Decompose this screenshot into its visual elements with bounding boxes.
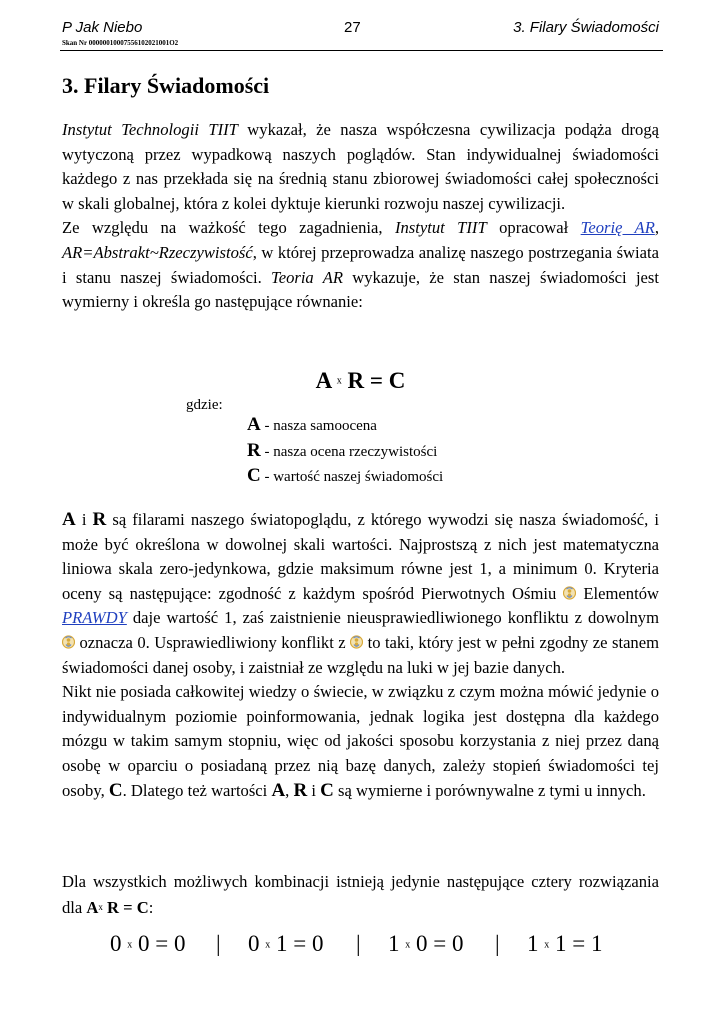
separator: | [216, 931, 221, 956]
definition-item [247, 464, 443, 490]
header-chapter: 3. Filary Świadomości [513, 19, 659, 36]
var-c: C [320, 779, 334, 801]
result-right: 1 = 0 [270, 931, 324, 956]
paragraph-intro [62, 118, 659, 216]
definition-item [247, 439, 443, 465]
header-page-number: 27 [344, 19, 361, 36]
multiply-sign: x [544, 939, 550, 951]
paragraph-solutions [62, 870, 659, 920]
result-right: 0 = 0 [410, 931, 464, 956]
paragraph-logic [62, 680, 659, 803]
paragraph-text: Nikt nie posiada całkowitej wiedzy o świecie, w związku z czym można mówić jedynie o indywidualnym poziomie poinformowania, jednak logika jest dostępna dla każdego mózgu w takim samym stopniu, więc od jakości sposobu korzystania z niej przez daną osobę w oparciu o posiadaną przez nią bazę danych, zależy stopień świadomości tej osoby, [62, 682, 659, 800]
formula-a: A [315, 368, 331, 393]
result-left: 0 [110, 931, 122, 956]
definition-desc: - nasza samoocena [260, 418, 377, 434]
result-item [110, 929, 185, 961]
eight-elements-icon [563, 585, 576, 601]
paragraph-text: Dla wszystkich możliwych kombinacji istnieją jedynie następujące cztery rozwiązania dla [62, 872, 659, 917]
ar-definition: AR=Abstrakt~Rzeczywistość [62, 242, 253, 262]
result-item [527, 929, 602, 961]
main-formula [0, 366, 721, 397]
paragraph-text: wykazał, że nasza współczesna cywilizacja podąża drogą wytyczoną przez wypadkową naszych poglądów. Stan indywidualnej świadomości każdego z nas przekłada się na średnią stanu zbiorowej świadomości całej społeczności w skali globalnej, która z kolei dyktuje kierunki rozwoju naszej cywilizacji. [62, 120, 659, 213]
multiply-sign: x [98, 901, 103, 912]
header-author: P Jak Niebo [62, 19, 143, 36]
paragraph-text: . Dlatego też wartości [122, 780, 272, 800]
paragraph-text: , [654, 218, 659, 238]
multiply-sign: x [265, 939, 271, 951]
definition-desc: - nasza ocena rzeczywistości [260, 443, 438, 460]
paragraph-text: Ze względu na ważkość tego zagadnienia, [62, 218, 395, 238]
definition-desc: - wartość naszej świadomości [260, 469, 444, 485]
result-item [388, 929, 463, 961]
paragraph-text: są filarami naszego światopoglądu, z którego wywodzi się nasza świadomość, i może być określona w dowolnej skali wartości. Najprostszą z nich jest matematyczna liniowa skala zero-jedynkowa, gdzie maksimum równe jest 1, a minimum 0. Kryteria oceny są następujące: zgodność z każdym spośród Pierwotnych Ośmiu [62, 510, 659, 603]
var-r: R [293, 779, 308, 801]
paragraph-text: oznacza 0. Usprawiedliwiony konflikt z [75, 632, 351, 652]
paragraph-text: , [285, 780, 294, 800]
var-r: R [92, 509, 107, 530]
scan-number: Skan Nr 00000010007556102021001O2 [62, 39, 179, 47]
paragraph-pillars [62, 508, 659, 680]
institute-name: Instytut TIIT [394, 218, 487, 238]
separator: | [356, 931, 361, 956]
paragraph-theory [62, 216, 659, 314]
body-block-3 [62, 870, 659, 920]
paragraph-text: i [75, 510, 93, 529]
body-block-2 [62, 508, 659, 803]
theory-ar-link[interactable]: Teorię AR [580, 218, 655, 238]
multiply-sign: x [405, 939, 411, 951]
paragraph-text: wykazuje, że stan naszej świadomości jest wymierny i określa go następujące równanie: [62, 267, 659, 312]
eight-elements-icon [350, 634, 363, 650]
paragraph-text: są wymierne i porównywalne z tymi u innych. [333, 780, 646, 800]
formula-rest: R = C [102, 897, 149, 917]
result-right: 1 = 1 [549, 931, 603, 956]
paragraph-text: opracował [486, 218, 581, 238]
paragraph-text: : [148, 897, 154, 917]
definition-var: R [247, 439, 261, 461]
prawdy-link[interactable]: PRAWDY [62, 608, 127, 628]
where-label: gdzie: [186, 397, 223, 413]
definition-item [247, 413, 443, 439]
result-item [248, 929, 323, 961]
var-c: C [108, 779, 123, 801]
result-left: 1 [527, 931, 539, 956]
result-left: 0 [248, 931, 260, 956]
body-block-1 [62, 118, 659, 315]
theory-name: Teoria AR [271, 267, 343, 287]
institute-name: Instytut Technologii TIIT [62, 120, 238, 139]
paragraph-text: i [307, 780, 321, 800]
paragraph-text: , w której przeprowadza analizę naszego postrzegania świata i stanu naszej świadomości. [62, 242, 659, 287]
page-title: 3. Filary Świadomości [62, 73, 270, 98]
multiply-sign: x [127, 939, 133, 951]
paragraph-text: to taki, który jest w pełni zgodny ze stanem świadomości danej osoby, i zaistniał ze względu na luki w jej bazie danych. [62, 632, 659, 677]
paragraph-text: daje wartość 1, zaś zaistnienie nieusprawiedliwionego konfliktu z dowolnym [126, 608, 659, 628]
multiply-sign: x [336, 375, 342, 387]
result-left: 1 [388, 931, 400, 956]
separator: | [495, 931, 500, 956]
var-a: A [62, 509, 76, 530]
definition-var: C [247, 465, 261, 486]
paragraph-text: Elementów [576, 583, 659, 603]
definition-var: A [247, 414, 261, 435]
eight-elements-icon [62, 634, 75, 650]
formula-rest: R = C [347, 368, 406, 393]
result-right: 0 = 0 [132, 931, 186, 956]
var-a: A [271, 779, 286, 801]
definitions-list [247, 413, 443, 490]
header-rule [60, 50, 663, 51]
var-a: A [86, 897, 99, 917]
